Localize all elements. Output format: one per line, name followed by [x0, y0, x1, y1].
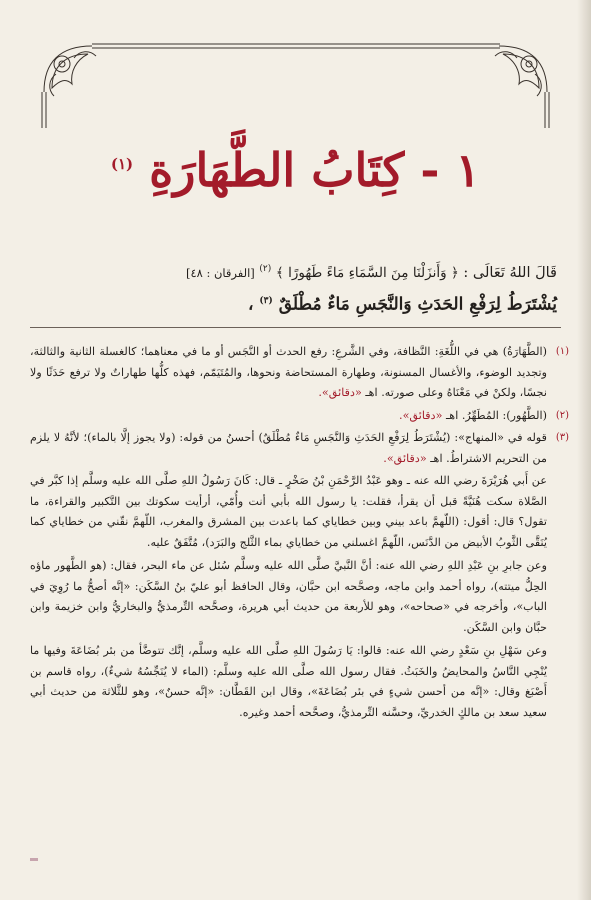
footnote-text: قوله في «المنهاج»: (يُشْتَرَطُ لِرَفْعِ الحَدَثِ وَالنَّجَسِ مَاءٌ مُطْلَقٌ) أحسنُ من قوله: (ولا يجوز إلَّا بالماء)؛ لأنَّهُ لا يلزم من التحريم الاشتراطُ. اهـ	[30, 431, 547, 465]
binding-shadow	[577, 0, 591, 900]
footnote	[30, 428, 569, 469]
verse-text: ﴿ وَأَنزَلْنَا مِنَ السَّمَاءِ مَاءً طَهُورًا ﴾	[275, 264, 459, 281]
footnote-number: (٣)	[555, 432, 569, 443]
matn-end: ،	[247, 294, 254, 315]
footnote	[30, 406, 569, 427]
quran-verse	[30, 258, 557, 284]
matn-note-ref: (٣)	[259, 296, 273, 306]
footnote-source: «دقائق».	[383, 451, 427, 465]
footnote	[30, 342, 569, 404]
ornamental-frame	[0, 0, 591, 140]
footnote-number: (١)	[555, 346, 569, 357]
footnote-source: «دقائق».	[318, 386, 362, 399]
footnote-separator	[30, 327, 561, 328]
footnotes	[30, 342, 569, 726]
chapter-number: ١	[455, 143, 481, 197]
hadith-paragraph: وعن سَهْلِ بنِ سَعْدٍ رضي الله عنه: قالوا: يَا رَسُولَ اللهِ صلَّى الله عليه وسلَّم، إنَّك تتوضَّأ من بئر بُضَاعَةَ وفيها ما يُنْجِي النَّاسُ والمحايضُ والخَبَثُ. فقال رسول الله صلَّى الله عليه وسلَّم: (الماء لا يُنَجِّسُهُ شيءٌ)، رواه قاسم بن أَصْبَغ وقال: «إنَّه من أحسن شيءٍ في بئر بُضَاعَةَ»، وقال ابن القَطَّان: «إنَّه حسنٌ»، وهو للثَّلاثة من حديث أبي سعيد سعد بن مالكٍ الخدريِّ، وحسَّنه التِّرمذيُّ، وصحَّحه أحمد وغيره.	[30, 644, 547, 719]
hadith-paragraph: وعن جابرِ بنِ عَبْدِ اللهِ رضي الله عنه: أنَّ النَّبيَّ صلَّى الله عليه وسلَّم سُئل عن ماء البحر، فقال: (هو الطَّهور ماؤه الحِلُّ ميتته)، رواه أحمد وابن ماجه، وصحَّحه ابن حبَّان، وقال الحافظ أبو عليّ بنُ السَّكَن: «إنَّه أصحُّ ما رُوِيَ في الباب»، وأخرجه في «صحاحه»، وهو للأربعة من حديث أبي هريرة، وصحَّحه التِّرمذيُّ والبخاريُّ وابن خزيمة وابن حبَّان وابن السَّكَن.	[30, 559, 547, 634]
chapter-title: ١ - كِتَابُ الطَّهَارَةِ $^{(١)}$	[110, 143, 481, 197]
footnote-text: (الطَّهَارَةُ) هي في اللُّغَةِ: النَّظافة، وفي الشَّرعِ: رفع الحدث أو النَّجَس أو ما في معناهما؛ كالغسلة الثانية والثالثة، وتجديد الوضوء، والأغسال المسنونة، وطهارة المستحاضة ونحوها، والمُتَيَمّم، فهذه كلُّها طهاراتٌ ولا ترفع حَدَثًا ولا نجسًا، ولكنْ في مَعْنَاهُ وعلى صورته. اهـ	[30, 345, 547, 399]
matn-line	[30, 288, 557, 318]
verse-note-ref: (٢)	[259, 264, 272, 274]
matn-text: يُشْتَرَطُ لِرَفْعِ الحَدَثِ وَالنَّجَسِ مَاءٌ مُطْلَقٌ	[278, 294, 557, 315]
footnote-source: «دقائق».	[399, 408, 443, 422]
page-corner-mark	[30, 858, 38, 861]
verse-reference: [الفرقان : ٤٨]	[185, 265, 255, 280]
hadith-paragraph: عن أَبي هُرَيْرَةَ رضي الله عنه ـ وهو عَبْدُ الرَّحْمَنِ بْنُ صَخْرٍ ـ قال: كَانَ رَسُولُ اللهِ صلَّى الله عليه وسلَّم إذا كبَّر في الصَّلاة سكت هُنَيَّةً قبل أن يقرأ، فقلت: يا رسول الله بأبي أنت وأُمّي، أرأيت سكوتك بين التَّكبير والقراءة، ما تقول؟ قال: أقول: (اللّهمَّ باعد بيني وبين خطاياي كما باعدت بين المشرق والمغرب، اللّهمَّ نقّني من خطاياي كما يُنَقَّى الثَّوبُ الأبيض من الدَّنَس، اللّهمَّ اغسلني من خطاياي بماء الثَّلج والبَرَد)، مُتَّفَقٌ عليه.	[30, 474, 547, 549]
chapter-title-text: كِتَابُ الطَّهَارَةِ	[149, 143, 405, 197]
chapter-footnote-ref: (١)	[110, 155, 134, 173]
footnote-number: (٢)	[555, 409, 569, 421]
verse-intro: قَالَ اللهُ تَعَالَى :	[463, 264, 557, 281]
footnote-text: (الطَّهُور): المُطَهِّرُ. اهـ	[446, 408, 547, 422]
